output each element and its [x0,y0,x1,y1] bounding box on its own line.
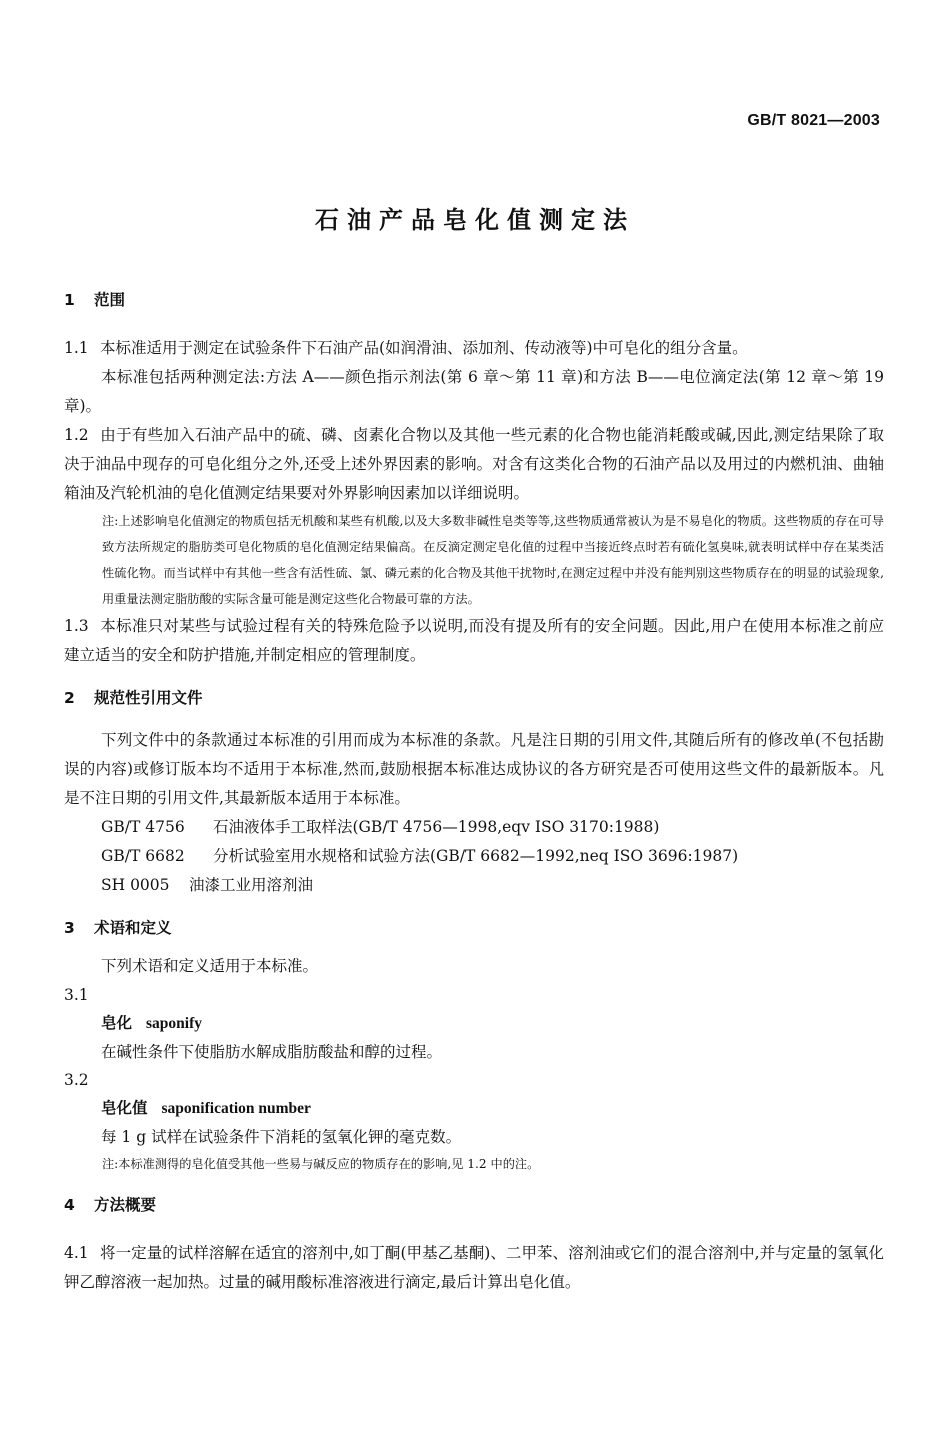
section-2-heading [64,686,884,710]
section-title: 规范性引用文件 [94,689,203,707]
section-number: 3 [64,919,75,937]
clause-text: 本标准只对某些与试验过程有关的特殊危险予以说明,而没有提及所有的安全问题。因此,用户在使用本标准之前应建立适当的安全和防护措施,并制定相应的管理制度。 [64,617,884,664]
reference-code: GB/T 6682 [101,847,185,865]
section-3-heading [64,916,884,940]
section-title: 术语和定义 [94,919,172,937]
clause-number: 1.1 [64,339,89,357]
standard-code: GB/T 8021—2003 [747,112,880,129]
reference-title: 石油液体手工取样法(GB/T 4756—1998,eqv ISO 3170:1988) [213,818,660,836]
reference-item [64,813,884,842]
clause-1-3 [64,612,884,670]
section-number: 4 [64,1196,75,1214]
section-number: 1 [64,291,75,309]
section-title: 方法概要 [94,1196,157,1214]
term-3-2-number: 3.2 [64,1071,89,1089]
clause-1-2 [64,421,884,508]
term-3-2 [64,1094,884,1123]
clause-1-1 [64,334,884,363]
note-1-2: 注:上述影响皂化值测定的物质包括无机酸和某些有机酸,以及大多数非碱性皂类等等,这些物质通常被认为是不易皂化的物质。这些物质的存在可导致方法所规定的脂肪类可皂化物质的皂化值测定结果偏高。在反滴定测定皂化值的过程中当接近终点时若有硫化氢臭味,就表明试样中存在某类活性硫化物。而当试样中有其他一些含有活性硫、氯、磷元素的化合物及其他干扰物时,在测定过程中并没有能判别这些物质存在的明显的试验现象,用重量法测定脂肪酸的实际含量可能是测定这些化合物最可靠的方法。 [102,514,884,606]
terms-intro: 下列术语和定义适用于本标准。 [101,957,319,975]
reference-title: 油漆工业用溶剂油 [189,876,314,894]
clause-4-1 [64,1239,884,1297]
reference-code: GB/T 4756 [101,818,185,836]
clause-text: 由于有些加入石油产品中的硫、磷、卤素化合物以及其他一些元素的化合物也能消耗酸或碱,因此,测定结果除了取决于油品中现存的可皂化组分之外,还受上述外界因素的影响。对含有这类化合物的石油产品以及用过的内燃机油、曲轴箱油及汽轮机油的皂化值测定结果要对外界影响因素加以详细说明。 [64,426,884,502]
term-3-2-definition: 每 1 g 试样在试验条件下消耗的氢氧化钾的毫克数。 [101,1128,462,1146]
normative-references-intro: 下列文件中的条款通过本标准的引用而成为本标准的条款。凡是注日期的引用文件,其随后所有的修改单(不包括勘误的内容)或修订版本均不适用于本标准,然而,鼓励根据本标准达成协议的各方研究是否可使用这些文件的最新版本。凡是不注日期的引用文件,其最新版本适用于本标准。 [64,731,884,807]
section-4-heading [64,1193,884,1217]
document-body [64,288,884,1297]
section-title: 范围 [94,291,126,309]
clause-number: 1.3 [64,617,89,635]
clause-text: 将一定量的试样溶解在适宜的溶剂中,如丁酮(甲基乙基酮)、二甲苯、溶剂油或它们的混合溶剂中,并与定量的氢氧化钾乙醇溶液一起加热。过量的碱用酸标准溶液进行滴定,最后计算出皂化值。 [64,1244,884,1291]
term-zh: 皂化 [101,1013,133,1032]
section-1-heading [64,288,884,312]
reference-title: 分析试验室用水规格和试验方法(GB/T 6682—1992,neq ISO 3696:1987) [213,847,739,865]
term-3-1-definition: 在碱性条件下使脂肪水解成脂肪酸盐和醇的过程。 [101,1043,443,1061]
term-3-1 [64,1009,884,1038]
reference-code: SH 0005 [101,876,170,894]
section-number: 2 [64,689,75,707]
document-title: 石油产品皂化值测定法 [315,206,635,234]
clause-number: 4.1 [64,1244,89,1262]
note-3-2: 注:本标准测得的皂化值受其他一些易与碱反应的物质存在的影响,见 1.2 中的注。 [102,1157,540,1171]
clause-1-1-methods: 本标准包括两种测定法:方法 A——颜色指示剂法(第 6 章～第 11 章)和方法 B——电位滴定法(第 12 章～第 19 章)。 [64,368,884,415]
clause-number: 1.2 [64,426,89,444]
term-en: saponify [146,1015,203,1032]
term-zh: 皂化值 [101,1098,148,1117]
clause-text: 本标准适用于测定在试验条件下石油产品(如润滑油、添加剂、传动液等)中可皂化的组分含量。 [100,339,748,357]
term-en: saponification number [161,1100,311,1117]
reference-item [64,842,884,871]
term-3-1-number: 3.1 [64,986,89,1004]
reference-item [64,871,884,900]
